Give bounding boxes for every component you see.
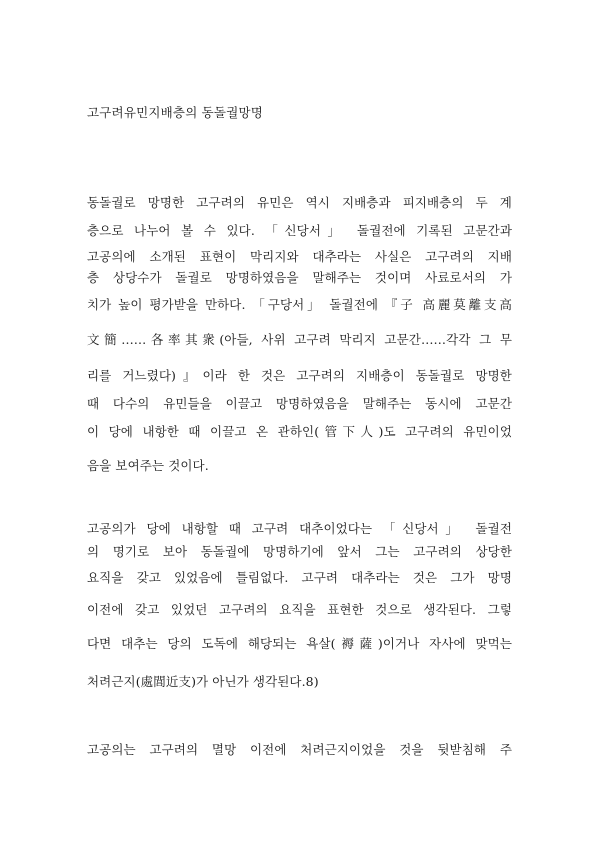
paragraph-1-line-5: 치가 높이 평가받을 만하다. 「구당서」 돌궐전에 『子 高麗莫離支高 [87,297,512,312]
document-title: 고구려유민지배층의 동돌궐망명 [87,105,264,120]
paragraph-2-line-4: 이전에 갖고 있었던 고구려의 요직을 표현한 것으로 생각된다. 그렇 [87,602,512,617]
paragraph-1-line-3: 고공의에 소개된 표현이 막리지와 대추라는 사실은 고구려의 지배 [87,249,512,264]
paragraph-3-line-1: 고공의는 고구려의 멸망 이전에 처려근지이었을 것을 뒷받침해 주 [87,742,512,757]
paragraph-1-line-2: 층으로 나누어 볼 수 있다. 「신당서」 돌궐전에 기록된 고문간과 [87,223,512,238]
paragraph-2-line-2: 의 명기로 보아 동돌궐에 망명하기에 앞서 그는 고구려의 상당한 [87,544,512,559]
paragraph-1-line-6: 文簡……各率其衆(아들, 사위 고구려 막리지 고문간……각각 그 무 [87,332,512,347]
paragraph-1-line-7: 리를 거느렸다)』이라 한 것은 고구려의 지배층이 동돌궐로 망명한 [87,368,512,383]
paragraph-2-line-6: 처려근지(處閭近支)가 아닌가 생각된다.8) [87,674,319,689]
paragraph-1-line-9: 이 당에 내항한 때 이끌고 온 관하인(管下人)도 고구려의 유민이었 [87,424,512,439]
paragraph-2-line-3: 요직을 갖고 있었음에 틀림없다. 고구려 대추라는 것은 그가 망명 [87,570,512,585]
paragraph-1-line-4: 층 상당수가 돌궐로 망명하였음을 말해주는 것이며 사료로서의 가 [87,270,512,285]
paragraph-1-line-1: 동돌궐로 망명한 고구려의 유민은 역시 지배층과 피지배층의 두 계 [87,195,512,210]
paragraph-2-line-5: 다면 대추는 당의 도독에 해당되는 욕살(褥薩)이거나 자사에 맞먹는 [87,636,512,651]
paragraph-1-line-8: 때 다수의 유민들을 이끌고 망명하였음을 말해주는 동시에 고문간 [87,396,512,411]
paragraph-1-line-10: 음을 보여주는 것이다. [87,458,209,473]
paragraph-2-line-1: 고공의가 당에 내항할 때 고구려 대추이었다는 「신당서」 돌궐전 [87,521,512,536]
